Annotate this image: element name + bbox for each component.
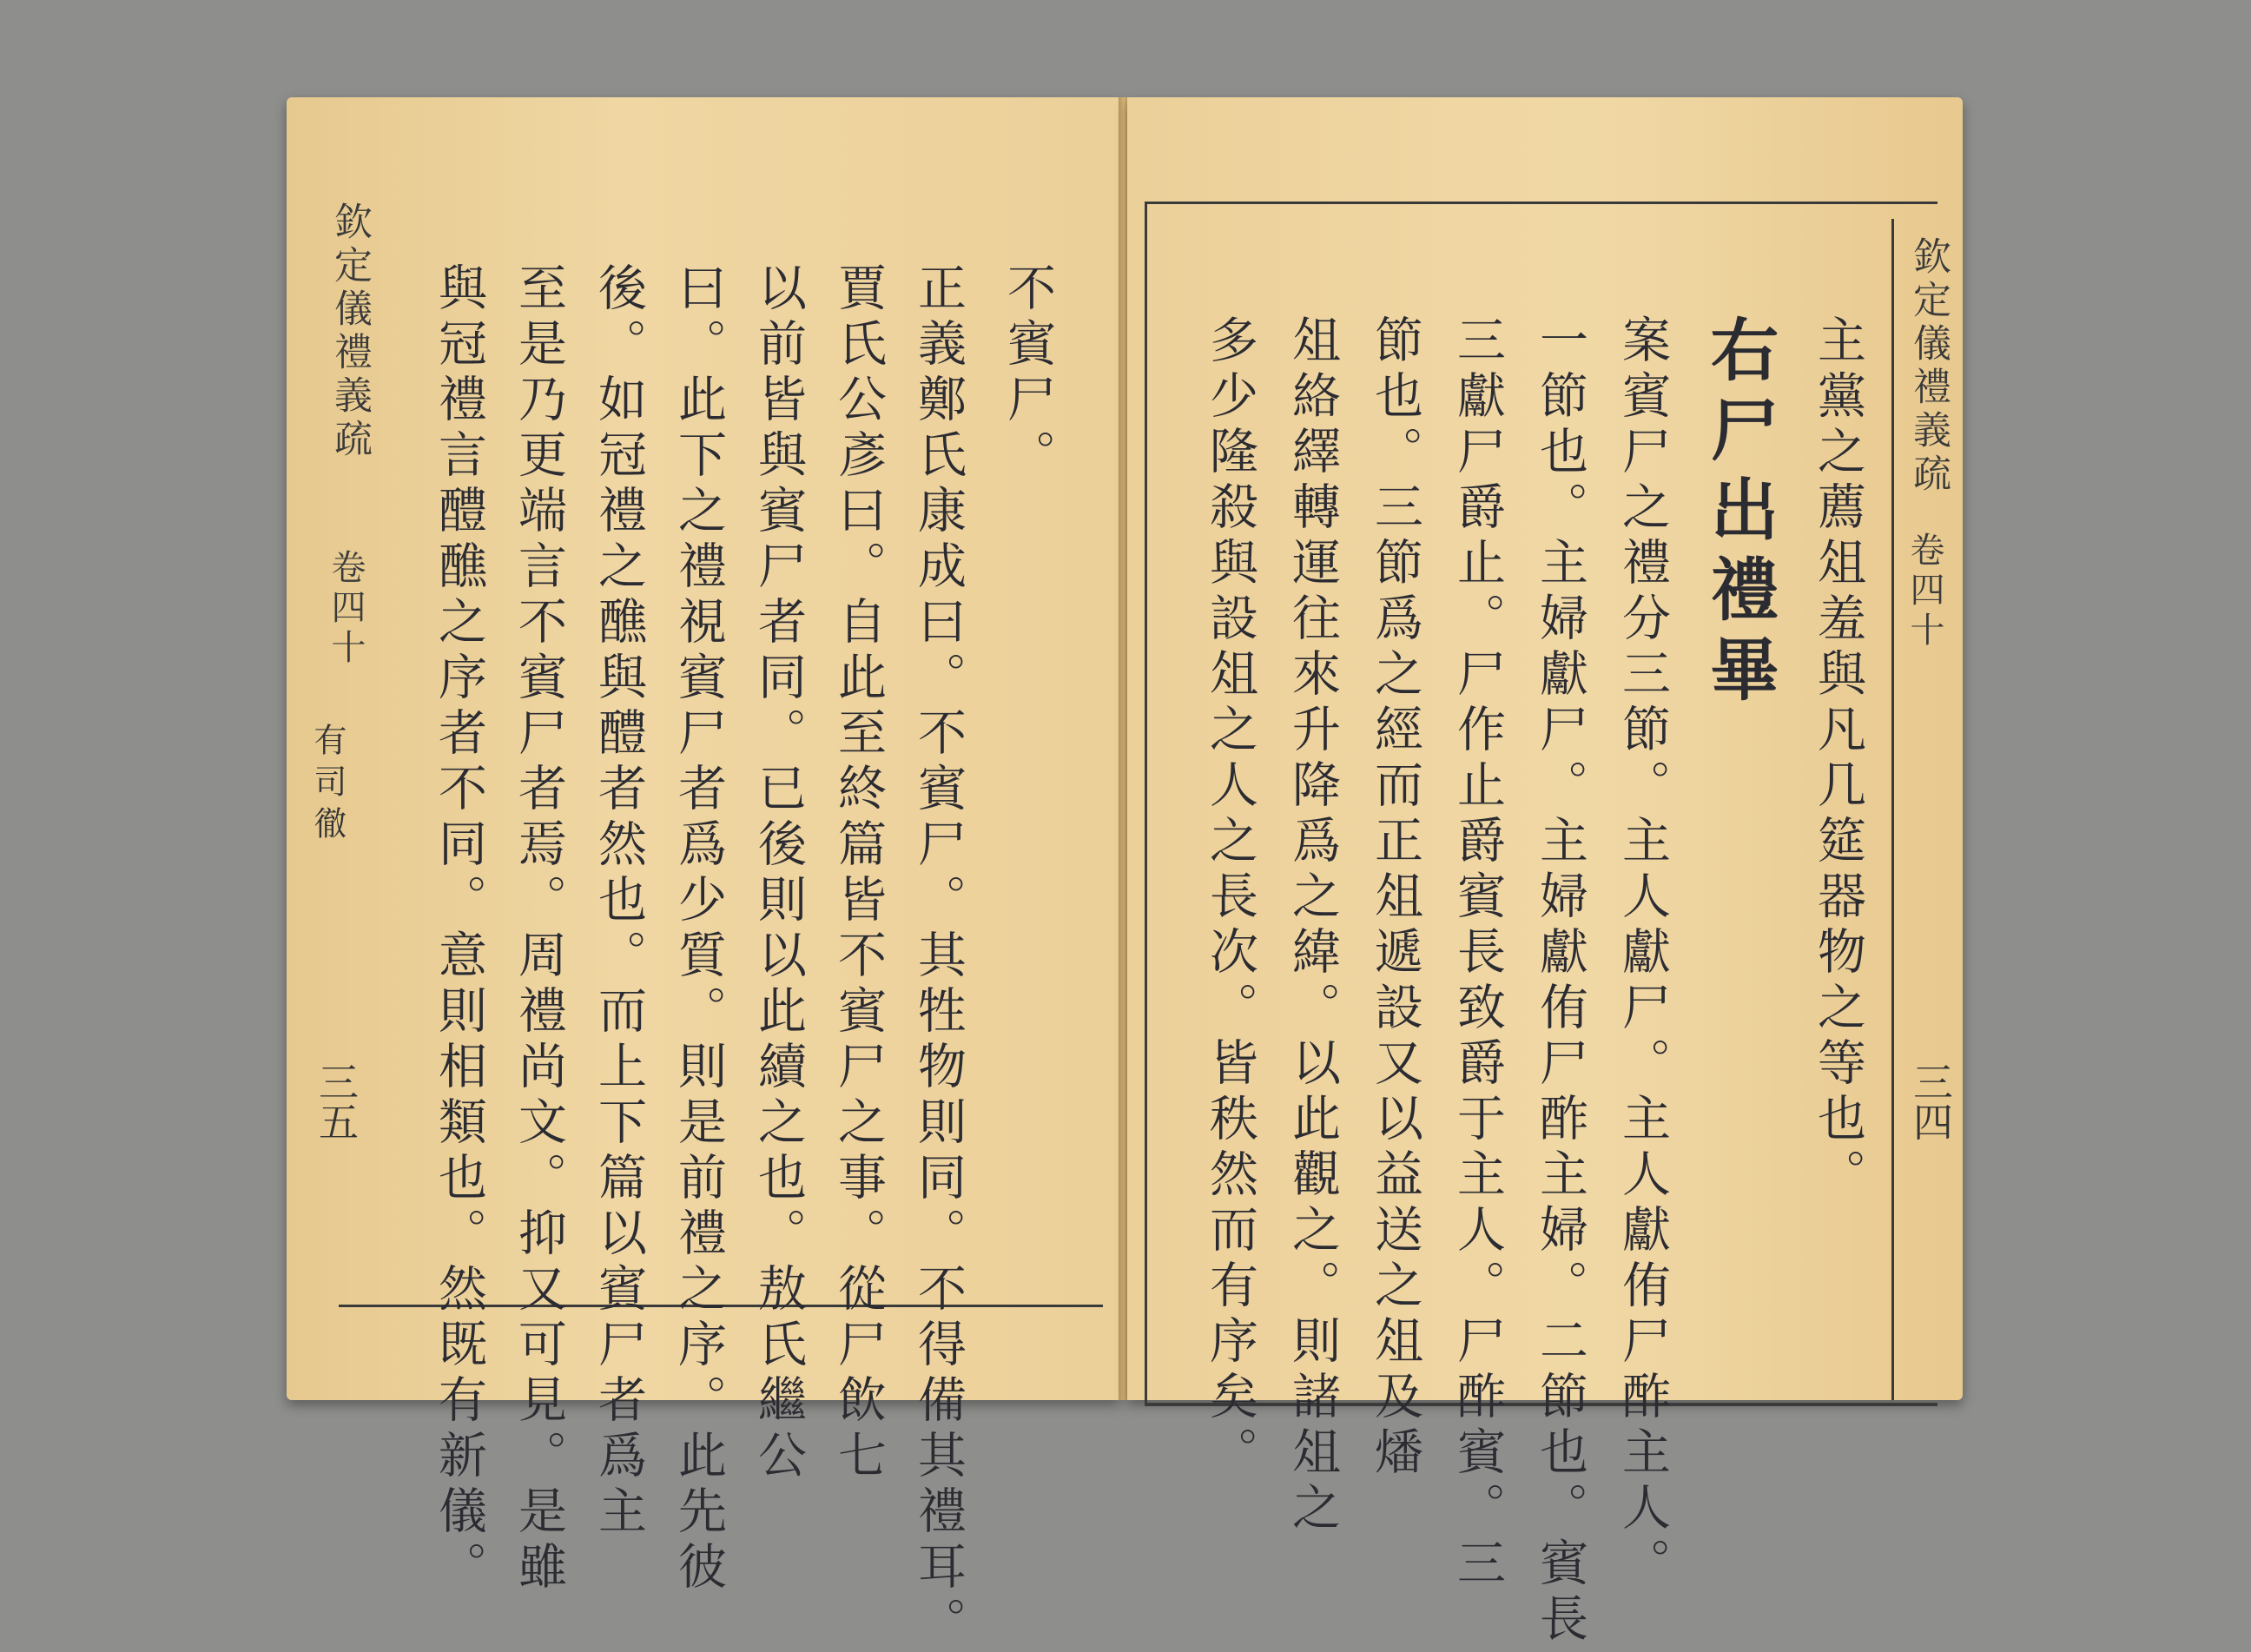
right-column-8: 多少隆殺與設俎之人之長次。皆秩然而有序矣。 xyxy=(1202,314,1258,1482)
right-column-5: 三獻尸爵止。尸作止爵賓長致爵于主人。尸酢賓。三 xyxy=(1449,314,1506,1593)
book-spread xyxy=(287,97,1963,1652)
left-column-5: 曰。此下之禮視賓尸者爲少質。則是前禮之序。此先彼 xyxy=(670,262,727,1596)
left-column-3: 賈氏公彥曰。自此至終篇皆不賓尸之事。從尸飲七 xyxy=(830,262,887,1485)
left-column-2: 正義鄭氏康成曰。不賓尸。其牲物則同。不得備其禮耳。 xyxy=(910,262,967,1652)
right-column-7: 俎絡繹轉運往來升降爲之緯。以此觀之。則諸俎之 xyxy=(1284,314,1341,1537)
left-margin-title: 欽定儀禮義疏 xyxy=(327,202,372,462)
right-page-number: 三四 xyxy=(1907,1061,1954,1141)
left-column-7: 至是乃更端言不賓尸者焉。周禮尚文。抑又可見。是雖 xyxy=(511,262,567,1596)
right-column-3: 案賓尸之禮分三節。主人獻尸。主人獻侑尸酢主人。 xyxy=(1614,314,1671,1593)
left-column-4: 以前皆與賓尸者同。已後則以此續之也。敖氏繼公 xyxy=(750,262,807,1485)
left-margin-chapter: 有司徹 xyxy=(308,723,347,848)
left-page-number: 三五 xyxy=(313,1061,360,1141)
right-column-6: 節也。三節爲之經而正俎遞設又以益送之俎及燔 xyxy=(1367,314,1423,1482)
right-margin-title: 欽定儀禮義疏 xyxy=(1906,236,1951,497)
right-column-1: 主黨之薦俎羞與凡几筵器物之等也。 xyxy=(1810,314,1866,1204)
left-column-1: 不賓尸。 xyxy=(1000,262,1056,485)
right-page xyxy=(1127,97,1963,1649)
right-margin-rule xyxy=(1891,219,1894,1400)
left-margin-volume: 卷四十 xyxy=(326,549,366,669)
right-heading: 右尸出禮畢 xyxy=(1700,314,1779,714)
left-column-6: 後。如冠禮之醮與醴者然也。而上下篇以賓尸者爲主 xyxy=(591,262,647,1541)
right-margin-volume: 卷四十 xyxy=(1904,532,1944,651)
right-column-4: 一節也。主婦獻尸。主婦獻侑尸酢主婦。二節也。賓長 xyxy=(1532,314,1588,1649)
left-page xyxy=(287,97,1120,1652)
left-column-8: 與冠禮言醴醮之序者不同。意則相類也。然既有新儀。 xyxy=(431,262,487,1596)
